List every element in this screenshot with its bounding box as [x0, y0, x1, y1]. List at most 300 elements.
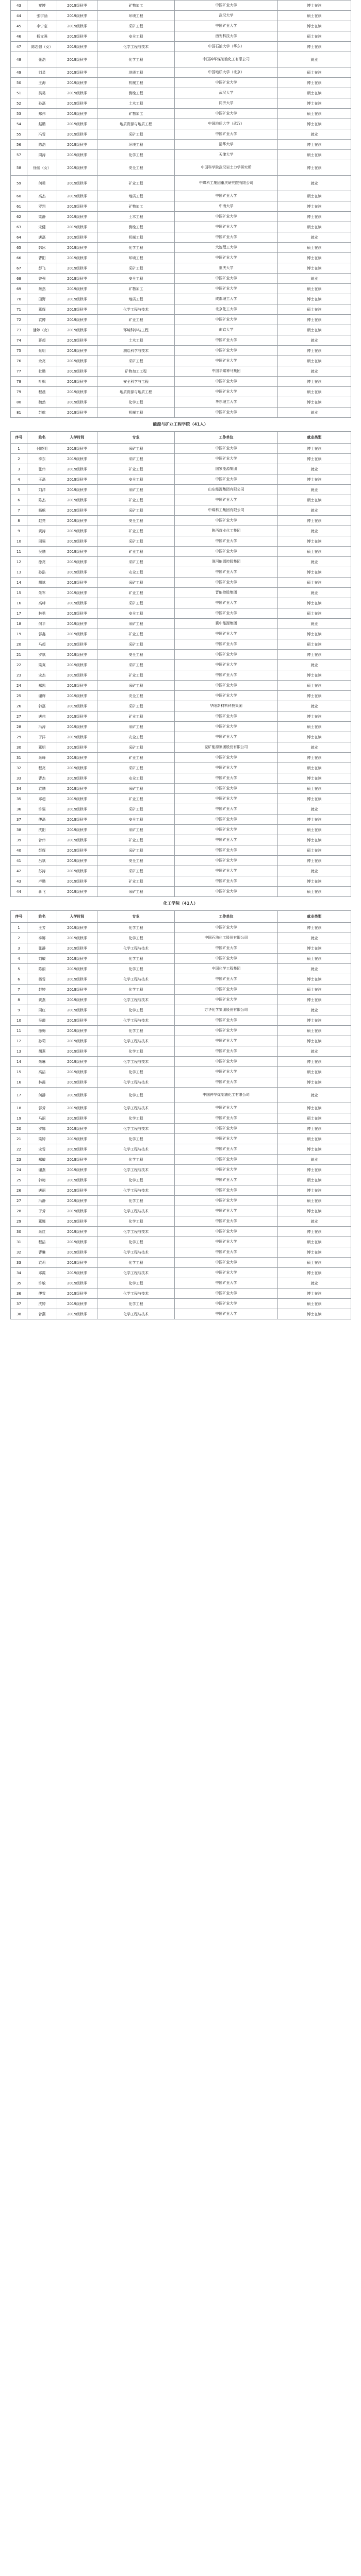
table-row	[11, 1237, 351, 1247]
cell-employer: 中国矿业大学	[175, 444, 278, 454]
table-row	[11, 335, 351, 346]
cell-enrollment-term: 2019级秋季	[57, 773, 97, 784]
cell-enrollment-term: 2019级秋季	[57, 763, 97, 773]
cell-employment-type: 硕士在读	[278, 547, 351, 557]
cell-employer: 中国矿业大学	[175, 711, 278, 722]
cell-student-name: 谢辉	[27, 691, 57, 701]
cell-employment-type: 就业	[278, 1278, 351, 1289]
cell-student-name: 袁博	[27, 315, 57, 325]
cell-row-index: 78	[11, 377, 27, 387]
cell-employment-type: 硕士在读	[278, 31, 351, 42]
cell-employment-type: 就业	[278, 742, 351, 753]
cell-major: 化学工程	[97, 985, 175, 995]
cell-student-name: 吴昊	[27, 88, 57, 98]
cell-enrollment-term: 2019级秋季	[57, 42, 97, 52]
cell-major: 安全工程	[97, 650, 175, 660]
cell-enrollment-term: 2019级秋季	[57, 588, 97, 598]
cell-major: 采矿工程	[97, 825, 175, 835]
column-header-student-name: 姓名	[27, 432, 57, 444]
cell-student-name: 朱军	[27, 588, 57, 598]
cell-employer: 中国矿业大学	[175, 722, 278, 732]
cell-employment-type: 博士在读	[278, 1077, 351, 1088]
cell-row-index: 16	[11, 1077, 27, 1088]
table-row	[11, 516, 351, 526]
cell-student-name: 马超	[27, 639, 57, 650]
cell-employment-type: 硕士在读	[278, 1175, 351, 1185]
cell-enrollment-term: 2019级秋季	[57, 722, 97, 732]
cell-employment-type: 硕士在读	[278, 763, 351, 773]
table-row	[11, 176, 351, 191]
cell-major: 矿业工程	[97, 464, 175, 474]
cell-employment-type: 博士在读	[278, 315, 351, 325]
cell-employer: 中国矿业大学	[175, 1227, 278, 1237]
table-row	[11, 650, 351, 660]
cell-student-name: 杜鹏	[27, 366, 57, 377]
cell-major: 安全工程	[97, 691, 175, 701]
cell-row-index: 20	[11, 639, 27, 650]
cell-row-index: 46	[11, 31, 27, 42]
cell-major: 采矿工程	[97, 557, 175, 567]
cell-enrollment-term: 2019级秋季	[57, 784, 97, 794]
cell-enrollment-term: 2019级秋季	[57, 536, 97, 547]
cell-student-name: 邓霞	[27, 1268, 57, 1278]
cell-enrollment-term: 2019级秋季	[57, 485, 97, 495]
cell-row-index: 59	[11, 176, 27, 191]
cell-employment-type: 博士在读	[278, 1057, 351, 1067]
cell-major: 地质工程	[97, 67, 175, 78]
cell-employment-type: 就业	[278, 701, 351, 711]
cell-enrollment-term: 2019级秋季	[57, 526, 97, 536]
cell-employer: 中国地质大学（武汉）	[175, 119, 278, 129]
cell-student-name: 张宇涵	[27, 11, 57, 21]
cell-enrollment-term: 2019级秋季	[57, 943, 97, 954]
table-row	[11, 243, 351, 253]
cell-employment-type: 硕士在读	[278, 67, 351, 78]
cell-employment-type: 就业	[278, 129, 351, 140]
roster-table	[10, 431, 351, 897]
cell-student-name: 张浩	[27, 52, 57, 67]
table-row	[11, 52, 351, 67]
cell-employer: 中国矿业大学	[175, 1015, 278, 1026]
cell-major: 机械工程	[97, 78, 175, 88]
cell-student-name: 彭飞	[27, 263, 57, 274]
cell-student-name: 陈志强（女）	[27, 42, 57, 52]
cell-row-index: 24	[11, 1165, 27, 1175]
cell-major: 采矿工程	[97, 454, 175, 464]
cell-major: 安全工程	[97, 31, 175, 42]
cell-employer: 中国矿业大学	[175, 222, 278, 232]
cell-employer: 中国矿业大学	[175, 943, 278, 954]
cell-row-index: 50	[11, 78, 27, 88]
cell-employer: 中南大学	[175, 201, 278, 212]
cell-major: 测绘工程	[97, 88, 175, 98]
cell-employer: 中国矿业大学	[175, 109, 278, 119]
cell-major: 安全工程	[97, 732, 175, 742]
cell-employment-type: 博士在读	[278, 923, 351, 933]
cell-row-index: 79	[11, 387, 27, 397]
cell-employer: 中国矿业大学	[175, 377, 278, 387]
cell-enrollment-term: 2019级秋季	[57, 140, 97, 150]
cell-employment-type: 博士在读	[278, 773, 351, 784]
cell-employer: 中国矿业大学	[175, 1077, 278, 1088]
cell-major: 化学工程	[97, 1237, 175, 1247]
cell-enrollment-term: 2019级秋季	[57, 794, 97, 804]
cell-row-index: 65	[11, 243, 27, 253]
cell-enrollment-term: 2019级秋季	[57, 11, 97, 21]
cell-row-index: 35	[11, 794, 27, 804]
table-row	[11, 887, 351, 897]
cell-employment-type: 博士在读	[278, 1309, 351, 1319]
cell-row-index: 26	[11, 1185, 27, 1196]
cell-employment-type: 硕士在读	[278, 356, 351, 366]
cell-student-name: 朱琳	[27, 1057, 57, 1067]
cell-enrollment-term: 2019级秋季	[57, 346, 97, 356]
cell-enrollment-term: 2019级秋季	[57, 629, 97, 639]
cell-employment-type: 就业	[278, 557, 351, 567]
cell-row-index: 8	[11, 995, 27, 1005]
table-row	[11, 1036, 351, 1046]
cell-student-name: 梁爽	[27, 660, 57, 670]
cell-student-name: 蒋超	[27, 335, 57, 346]
cell-enrollment-term: 2019级秋季	[57, 397, 97, 408]
cell-row-index: 34	[11, 1268, 27, 1278]
cell-major: 化学工程与技术	[97, 1015, 175, 1026]
cell-student-name: 林勇	[27, 608, 57, 619]
table-row	[11, 109, 351, 119]
column-header-employer: 工作单位	[175, 911, 278, 923]
cell-major: 环境工程	[97, 11, 175, 21]
cell-row-index: 15	[11, 1067, 27, 1077]
cell-employer: 中国矿业大学	[175, 536, 278, 547]
cell-employer: 中国矿业大学	[175, 474, 278, 485]
table-row	[11, 160, 351, 176]
cell-employment-type: 硕士在读	[278, 608, 351, 619]
table-row	[11, 681, 351, 691]
cell-major: 化学工程与技术	[97, 1185, 175, 1196]
column-header-employment-type: 就业类型	[278, 432, 351, 444]
cell-enrollment-term: 2019级秋季	[57, 995, 97, 1005]
cell-row-index: 61	[11, 201, 27, 212]
cell-enrollment-term: 2019级秋季	[57, 1258, 97, 1268]
table-row	[11, 773, 351, 784]
cell-employment-type: 硕士在读	[278, 495, 351, 505]
cell-major: 地质资源与地质工程	[97, 119, 175, 129]
table-row	[11, 315, 351, 325]
table-row	[11, 722, 351, 732]
cell-enrollment-term: 2019级秋季	[57, 547, 97, 557]
cell-major: 土木工程	[97, 98, 175, 109]
cell-major: 化学工程	[97, 1005, 175, 1015]
cell-employment-type: 博士在读	[278, 119, 351, 129]
table-row	[11, 222, 351, 232]
cell-employer: 中国矿业大学	[175, 1289, 278, 1299]
cell-major: 矿物加工	[97, 201, 175, 212]
cell-student-name: 余亮	[27, 356, 57, 366]
cell-employer: 中国矿业大学	[175, 815, 278, 825]
cell-major: 化学工程与技术	[97, 42, 175, 52]
cell-employer: 中煤科工集团重庆研究院有限公司	[175, 176, 278, 191]
cell-employer: 中国矿业大学	[175, 346, 278, 356]
table-row	[11, 485, 351, 495]
cell-major: 化学工程	[97, 933, 175, 943]
cell-employment-type: 硕士在读	[278, 284, 351, 294]
cell-row-index: 81	[11, 408, 27, 418]
cell-major: 安全工程	[97, 474, 175, 485]
cell-student-name: 于洋	[27, 732, 57, 742]
cell-row-index: 60	[11, 191, 27, 201]
cell-student-name: 高洁	[27, 1067, 57, 1077]
cell-employer: 华阳新材料科技集团	[175, 701, 278, 711]
table-row	[11, 356, 351, 366]
table-row	[11, 284, 351, 294]
cell-employment-type: 博士在读	[278, 1227, 351, 1237]
cell-employment-type: 硕士在读	[278, 845, 351, 856]
cell-enrollment-term: 2019级秋季	[57, 1247, 97, 1258]
cell-enrollment-term: 2019级秋季	[57, 21, 97, 31]
cell-employer: 西安科技大学	[175, 31, 278, 42]
cell-student-name: 赵亮	[27, 516, 57, 526]
column-header-major: 专业	[97, 911, 175, 923]
cell-student-name: 傅雪	[27, 1289, 57, 1299]
cell-student-name: 宋雪	[27, 1144, 57, 1155]
cell-student-name: 张静	[27, 943, 57, 954]
cell-enrollment-term: 2019级秋季	[57, 516, 97, 526]
cell-major: 化学工程	[97, 1175, 175, 1185]
cell-enrollment-term: 2019级秋季	[57, 1227, 97, 1237]
cell-employer: 中国矿业大学	[175, 650, 278, 660]
cell-major: 化学工程	[97, 1278, 175, 1289]
cell-student-name: 赵婷	[27, 985, 57, 995]
cell-major: 安全工程	[97, 516, 175, 526]
cell-employer: 南京大学	[175, 325, 278, 335]
table-row	[11, 366, 351, 377]
cell-enrollment-term: 2019级秋季	[57, 557, 97, 567]
cell-employment-type: 就业	[278, 505, 351, 516]
cell-row-index: 52	[11, 98, 27, 109]
table-row	[11, 567, 351, 578]
cell-employer: 中国矿业大学	[175, 1268, 278, 1278]
cell-employment-type: 就业	[278, 464, 351, 474]
table-row	[11, 263, 351, 274]
cell-row-index: 9	[11, 1005, 27, 1015]
cell-enrollment-term: 2019级秋季	[57, 315, 97, 325]
cell-major: 化学工程与技术	[97, 974, 175, 985]
table-row	[11, 454, 351, 464]
cell-employer: 兖矿能源集团股份有限公司	[175, 742, 278, 753]
cell-major: 安全工程	[97, 160, 175, 176]
cell-employment-type: 博士在读	[278, 876, 351, 887]
cell-major: 机械工程	[97, 232, 175, 243]
cell-row-index: 73	[11, 325, 27, 335]
cell-major: 化学工程	[97, 1067, 175, 1077]
cell-employer: 中国矿业大学	[175, 845, 278, 856]
cell-enrollment-term: 2019级秋季	[57, 88, 97, 98]
cell-enrollment-term: 2019级秋季	[57, 650, 97, 660]
cell-row-index: 16	[11, 598, 27, 608]
cell-employment-type: 博士在读	[278, 160, 351, 176]
cell-major: 化学工程	[97, 964, 175, 974]
cell-row-index: 33	[11, 1258, 27, 1268]
cell-student-name: 孙莉	[27, 1036, 57, 1046]
cell-major: 测绘科学与技术	[97, 346, 175, 356]
cell-student-name: 罗翔	[27, 201, 57, 212]
cell-major: 化学工程与技术	[97, 995, 175, 1005]
table-row	[11, 691, 351, 701]
cell-row-index: 51	[11, 88, 27, 98]
cell-enrollment-term: 2019级秋季	[57, 1237, 97, 1247]
cell-employer: 中国矿业大学	[175, 21, 278, 31]
cell-employer: 中国矿业大学	[175, 516, 278, 526]
cell-employer: 晋能控股集团	[175, 588, 278, 598]
cell-row-index: 4	[11, 474, 27, 485]
table-row	[11, 201, 351, 212]
cell-row-index: 31	[11, 753, 27, 763]
cell-employer: 中国矿业大学	[175, 1299, 278, 1309]
cell-student-name: 彭辉	[27, 845, 57, 856]
table-header-row	[11, 911, 351, 923]
cell-employment-type: 硕士在读	[278, 1258, 351, 1268]
cell-employment-type: 就业	[278, 1046, 351, 1057]
cell-row-index: 12	[11, 1036, 27, 1046]
cell-student-name: 郑凯	[27, 681, 57, 691]
cell-row-index: 20	[11, 1124, 27, 1134]
cell-enrollment-term: 2019级秋季	[57, 222, 97, 232]
cell-employment-type: 就业	[278, 619, 351, 629]
cell-major: 化学工程	[97, 1155, 175, 1165]
cell-enrollment-term: 2019级秋季	[57, 1268, 97, 1278]
table-row	[11, 67, 351, 78]
cell-enrollment-term: 2019级秋季	[57, 711, 97, 722]
cell-major: 采矿工程	[97, 804, 175, 815]
cell-row-index: 19	[11, 629, 27, 639]
cell-row-index: 33	[11, 773, 27, 784]
cell-major: 采矿工程	[97, 485, 175, 495]
cell-row-index: 37	[11, 815, 27, 825]
cell-employment-type: 博士在读	[278, 397, 351, 408]
cell-student-name: 杨雪	[27, 974, 57, 985]
cell-student-name: 马丽	[27, 1113, 57, 1124]
cell-row-index: 55	[11, 129, 27, 140]
cell-employment-type: 硕士在读	[278, 109, 351, 119]
cell-employer: 中国矿业大学	[175, 1113, 278, 1124]
cell-row-index: 34	[11, 784, 27, 794]
cell-employer: 中国矿业大学	[175, 1175, 278, 1185]
cell-enrollment-term: 2019级秋季	[57, 578, 97, 588]
table-row	[11, 670, 351, 681]
cell-employment-type: 博士在读	[278, 253, 351, 263]
cell-employment-type: 硕士在读	[278, 1026, 351, 1036]
cell-row-index: 69	[11, 284, 27, 294]
cell-row-index: 10	[11, 1015, 27, 1026]
table-row	[11, 804, 351, 815]
cell-row-index: 74	[11, 335, 27, 346]
cell-employer: 中国矿业大学	[175, 660, 278, 670]
cell-row-index: 3	[11, 464, 27, 474]
cell-student-name: 高峰	[27, 598, 57, 608]
cell-employment-type: 博士在读	[278, 1165, 351, 1175]
cell-row-index: 17	[11, 608, 27, 619]
table-row	[11, 1124, 351, 1134]
cell-major: 化学工程与技术	[97, 1144, 175, 1155]
cell-employer: 中国矿业大学	[175, 78, 278, 88]
cell-employer: 中国矿业大学	[175, 1185, 278, 1196]
cell-enrollment-term: 2019级秋季	[57, 52, 97, 67]
cell-employer: 重庆大学	[175, 263, 278, 274]
cell-employment-type: 博士在读	[278, 974, 351, 985]
cell-employment-type: 博士在读	[278, 1, 351, 11]
cell-row-index: 35	[11, 1278, 27, 1289]
cell-enrollment-term: 2019级秋季	[57, 1278, 97, 1289]
cell-row-index: 40	[11, 845, 27, 856]
table-row	[11, 1289, 351, 1299]
cell-enrollment-term: 2019级秋季	[57, 191, 97, 201]
cell-employer: 中国矿业大学	[175, 670, 278, 681]
column-header-employer: 工作单位	[175, 432, 278, 444]
cell-employment-type: 博士在读	[278, 598, 351, 608]
cell-student-name: 罗娜	[27, 1124, 57, 1134]
cell-enrollment-term: 2019级秋季	[57, 212, 97, 222]
cell-employment-type: 博士在读	[278, 21, 351, 31]
cell-student-name: 吴霞	[27, 1015, 57, 1026]
cell-student-name: 吕斌	[27, 856, 57, 866]
table-row	[11, 78, 351, 88]
cell-major: 化学工程	[97, 1088, 175, 1103]
cell-enrollment-term: 2019级秋季	[57, 681, 97, 691]
cell-employer: 中国矿业大学	[175, 598, 278, 608]
cell-enrollment-term: 2019级秋季	[57, 129, 97, 140]
cell-student-name: 袁鹏	[27, 784, 57, 794]
table-row	[11, 1155, 351, 1165]
cell-major: 地质工程	[97, 294, 175, 304]
cell-student-name: 刘敏	[27, 954, 57, 964]
table-row	[11, 42, 351, 52]
cell-student-name: 何静	[27, 1088, 57, 1103]
table-row	[11, 294, 351, 304]
cell-employment-type: 博士在读	[278, 140, 351, 150]
cell-row-index: 70	[11, 294, 27, 304]
cell-student-name: 郑伟	[27, 109, 57, 119]
cell-student-name: 郑敏	[27, 1155, 57, 1165]
cell-student-name: 曹杰	[27, 773, 57, 784]
roster-table	[10, 0, 351, 418]
cell-student-name: 王磊	[27, 474, 57, 485]
cell-employment-type: 硕士在读	[278, 150, 351, 160]
cell-student-name: 刘洋	[27, 485, 57, 495]
cell-employment-type: 博士在读	[278, 346, 351, 356]
cell-enrollment-term: 2019级秋季	[57, 1113, 97, 1124]
cell-student-name: 曾燕	[27, 1309, 57, 1319]
cell-employment-type: 硕士在读	[278, 191, 351, 201]
cell-major: 安全工程	[97, 856, 175, 866]
cell-employment-type: 就业	[278, 335, 351, 346]
cell-major: 矿业工程	[97, 670, 175, 681]
cell-employer: 中国矿业大学	[175, 1124, 278, 1134]
cell-row-index: 25	[11, 691, 27, 701]
cell-major: 化学工程	[97, 923, 175, 933]
cell-student-name: 徐亮	[27, 557, 57, 567]
cell-employment-type: 硕士在读	[278, 304, 351, 315]
cell-major: 采矿工程	[97, 129, 175, 140]
cell-major: 矿物加工	[97, 1, 175, 11]
cell-employment-type: 硕士在读	[278, 985, 351, 995]
cell-student-name: 宋杰	[27, 670, 57, 681]
cell-employer: 中国矿业大学	[175, 753, 278, 763]
table-row	[11, 763, 351, 773]
cell-employment-type: 硕士在读	[278, 243, 351, 253]
cell-enrollment-term: 2019级秋季	[57, 866, 97, 876]
cell-row-index: 4	[11, 954, 27, 964]
table-row	[11, 964, 351, 974]
